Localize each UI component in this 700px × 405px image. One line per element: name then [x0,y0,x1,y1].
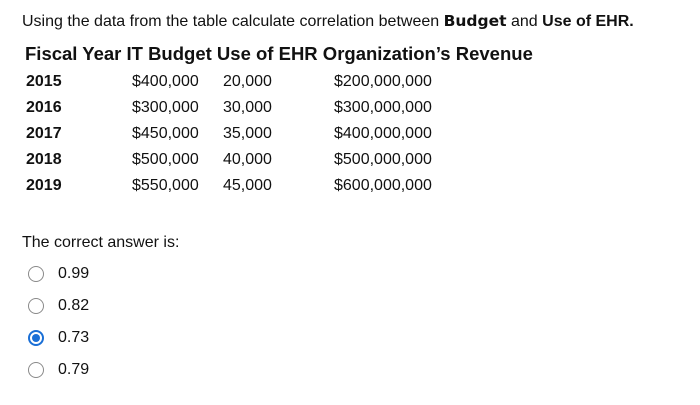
cell-budget: $400,000 [132,73,199,90]
radio-button-selected-icon[interactable] [28,330,44,346]
cell-revenue: $600,000,000 [334,177,432,194]
cell-year: 2016 [26,99,62,116]
question-middle: and [506,13,543,30]
radio-button-icon[interactable] [28,298,44,314]
answer-prompt: The correct answer is: [22,234,180,251]
option-0-73[interactable] [28,327,89,349]
cell-budget: $300,000 [132,99,199,116]
radio-button-icon[interactable] [28,266,44,282]
question-prefix: Using the data from the table calculate correlation between [22,13,444,30]
cell-ehr: 20,000 [223,73,272,90]
table-header: Fiscal Year IT Budget Use of EHR Organization’s Revenue [25,43,533,64]
option-0-82[interactable] [28,295,89,317]
cell-budget: $550,000 [132,177,199,194]
cell-year: 2019 [26,177,62,194]
question-term-budget: Budget [443,12,507,30]
cell-year: 2017 [26,125,62,142]
cell-revenue: $300,000,000 [334,99,432,116]
cell-revenue: $500,000,000 [334,151,432,168]
cell-year: 2018 [26,151,62,168]
option-label: 0.79 [58,361,90,378]
question-text [22,12,634,31]
option-label: 0.82 [58,297,90,314]
cell-revenue: $400,000,000 [334,125,432,142]
cell-year: 2015 [26,73,62,90]
cell-ehr: 45,000 [223,177,272,194]
cell-ehr: 35,000 [223,125,272,142]
option-label: 0.73 [58,329,90,346]
option-label: 0.99 [58,265,90,282]
cell-ehr: 30,000 [223,99,272,116]
cell-ehr: 40,000 [223,151,272,168]
cell-budget: $500,000 [132,151,199,168]
option-0-99[interactable] [28,263,89,285]
option-0-79[interactable] [28,359,89,381]
cell-budget: $450,000 [132,125,199,142]
question-term-ehr: Use of EHR. [542,13,634,30]
cell-revenue: $200,000,000 [334,73,432,90]
radio-button-icon[interactable] [28,362,44,378]
